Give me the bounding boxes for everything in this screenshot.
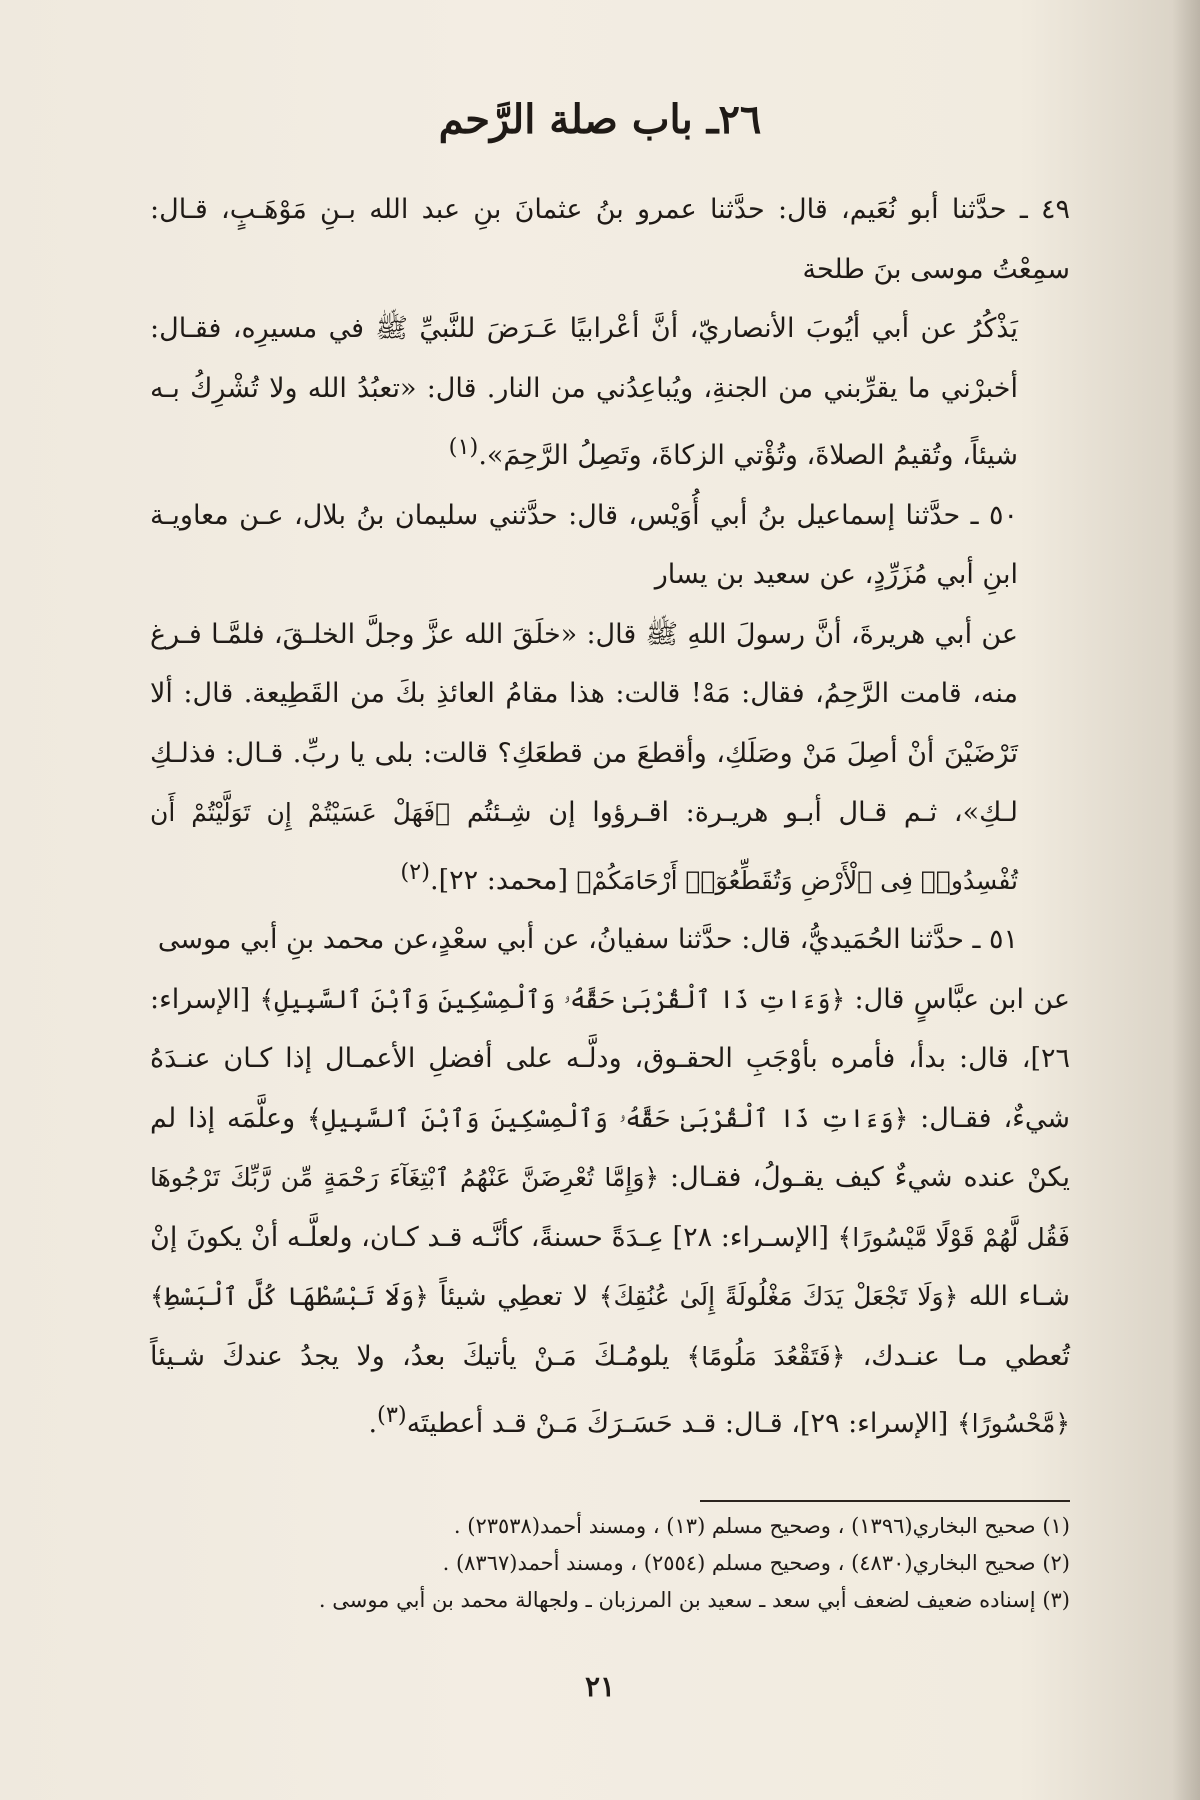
- footnote-divider: [700, 1500, 1070, 1502]
- hadith-51-text-5: يلومُـكَ مَـنْ يأتيكَ بعدُ، ولا يجدُ عندكَ شـيئاً: [150, 1340, 670, 1372]
- hadith-51-citation-2: [الإسـراء: ٢٨] عِـدَةً حسنةً، كأنَّـه قـد كـان، ولعلَّـه أنْ يكونَ إنْ شـاء الله: [150, 1221, 1070, 1312]
- footnote-1: (١) صحيح البخاري(١٣٩٦) ، وصحيح مسلم (١٣) ، ومسند أحمد(٢٣٥٣٨) .: [453, 1514, 1070, 1538]
- footnote-ref-2[interactable]: (٢): [400, 858, 431, 885]
- footnote-ref-1[interactable]: (١): [448, 434, 479, 460]
- page-number: ٢١: [584, 1670, 616, 1703]
- quran-verse-isra-26-b: ﴿وَءَاتِ ذَا ٱلْقُرْبَىٰ حَقَّهُۥ وَٱلْمِسْكِينَ وَٱبْنَ ٱلسَّبِيلِ﴾: [307, 1103, 909, 1133]
- hadith-51-citation-3: [الإسراء: ٢٩]، قـال: قـد حَسَـرَكَ مَـنْ قـد أعطيتَه: [406, 1408, 949, 1439]
- hadith-49-matn-text: يَذْكُرُ عن أبي أيُوبَ الأنصاريّ، أنَّ أعْرابيًا عَـرَضَ للنَّبيِّ ﷺ في مسيرِه، فقـال: أخبرْني ما يقرِّبني من الجنةِ، ويُباعِدُني من النار. قال: «تعبُدُ الله ولا تُشْرِكُ بـه شيئاً، وتُقيمُ الصلاةَ، وتُؤْتي الزكاةَ، وتَصِلُ الرَّحِمَ».: [150, 313, 1018, 471]
- hadith-51-text-1: عن ابن عبَّاسٍ قال:: [854, 983, 1070, 1015]
- quran-verse-isra-29-c: ﴿فَتَقْعُدَ مَلُومًا﴾: [686, 1341, 846, 1371]
- hadith-51-citation-1: [الإسراء: ٢٦]، قال: بدأ، فأمره بأوْجَبِ الحقـوق، ودلَّـه على أفضلِ الأعمـال إذا كـان عنـدَهُ شيءٌ، فقـال:: [150, 983, 1071, 1134]
- hadith-51-text-4: تُعطي مـا عنـدك،: [862, 1340, 1070, 1372]
- hadith-50-matn: [150, 605, 1070, 911]
- hadith-51-isnad: ٥١ ـ حدَّثنا الحُمَيديُّ، قال: حدَّثنا سفيانُ، عن أبي سعْدٍ،عن محمد بنِ أبي موسى: [157, 924, 1018, 955]
- footnote-ref-3[interactable]: (٣): [377, 1402, 407, 1428]
- footnote-2: (٢) صحيح البخاري(٤٨٣٠) ، وصحيح مسلم (٢٥٥٤) ، ومسند أحمد(٨٣٦٧) .: [442, 1551, 1070, 1575]
- main-text: [150, 180, 1070, 1454]
- footnotes: [220, 1508, 1070, 1619]
- hadith-49-isnad: ٤٩ ـ حدَّثنا أبو نُعَيم، قال: حدَّثنا عمرو بنُ عثمانَ بنِ عبد الله بـنِ مَوْهَـبٍ، قـال: سمِعْتُ موسى بنَ طلحة: [150, 194, 1070, 285]
- hadith-50-matn-text: عن أبي هريرةَ، أنَّ رسولَ اللهِ ﷺ قال: «خلَقَ الله عزَّ وجلَّ الخلـقَ، فلمَّـا فـرغ منه، قامت الرَّحِمُ، فقال: مَهْ! قالت: هذا مقامُ العائذِ بكَ من القَطِيعة. قال: ألا تَرْضَيْنَ أنْ أصِلَ مَنْ وصَلَكِ، وأقطعَ من قطعَكِ؟ قالت: بلى يا ربِّ. قـال: فذلـكِ لـكِ»، ثـم قـال أبـو هريـرة: اقـرؤوا إن شِـئتُم: [150, 618, 1018, 828]
- hadith-51-matn: عن ابن عبَّاسٍ قال: ﴿وَءَاتِ ذَا ٱلْقُرْبَىٰ حَقَّهُۥ وَٱلْمِسْكِينَ وَٱبْنَ ٱلسَّبِيلِ﴾ [الإسراء: ٢٦]، قال: بدأ، فأمره بأوْجَبِ الحقـوق، ودلَّـه على أفضلِ الأعمـال إذا كـان عنـدَهُ شيءٌ، فقـال: ﴿وَءَاتِ ذَا ٱلْقُرْبَىٰ حَقَّهُۥ وَٱلْمِسْكِينَ وَٱبْنَ ٱلسَّبِيلِ﴾ وعلَّمَه إذا لم يكنْ عنده شيءٌ كيف يقـولُ، فقـال: ﴿وَإِمَّا تُعْرِضَنَّ عَنْهُمُ ٱبْتِغَآءَ رَحْمَةٍ مِّن رَّبِّكَ تَرْجُوهَا فَقُل لَّهُمْ قَوْلًا مَّيْسُورًا﴾ [الإسـراء: ٢٨] عِـدَةً حسنةً، كأنَّـه قـد كـان، ولعلَّـه أنْ يكونَ إنْ شـاء الله ﴿وَلَا تَجْعَلْ يَدَكَ مَغْلُولَةً إِلَىٰ عُنُقِكَ﴾ لا تعطِي شيئاً ﴿وَلَا تَبْسُطْهَا كُلَّ ٱلْبَسْطِ﴾ تُعطي مـا عنـدك، ﴿فَتَقْعُدَ مَلُومًا﴾ يلومُـكَ مَـنْ يأتيكَ بعدُ، ولا يجدُ عندكَ شـيئاً ﴿مَّحْسُورًا﴾ [الإسراء: ٢٩]، قـال: قـد حَسَـرَكَ مَـنْ قـد أعطيتَه$^{(٣)}$.: [150, 983, 1071, 1439]
- quran-verse-isra-28: ﴿وَإِمَّا تُعْرِضَنَّ عَنْهُمُ ٱبْتِغَآءَ رَحْمَةٍ مِّن رَّبِّكَ تَرْجُوهَا فَقُل لَّهُمْ قَوْلًا مَّيْسُورًا﴾: [150, 1163, 1070, 1252]
- quran-verse-isra-29-a: ﴿وَلَا تَجْعَلْ يَدَكَ مَغْلُولَةً إِلَىٰ عُنُقِكَ﴾: [598, 1282, 959, 1311]
- quran-verse-isra-29-b: ﴿وَلَا تَبْسُطْهَا كُلَّ ٱلْبَسْطِ﴾: [150, 1282, 429, 1311]
- quran-verse-muhammad: ﴿فَهَلْ عَسَيْتُمْ إِن تَوَلَّيْتُمْ أَن تُفْسِدُوا۟ فِى ٱلْأَرْضِ وَتُقَطِّعُوٓا۟ أَرْحَامَكُمْ﴾: [150, 798, 1018, 895]
- chapter-title: ٢٦ـ باب صلة الرَّحم: [438, 96, 762, 143]
- hadith-50-citation: [محمد: ٢٢].: [430, 864, 569, 896]
- hadith-49-matn: [150, 299, 1070, 486]
- page-edge-shadow: [1172, 0, 1200, 1800]
- hadith-51-text-3: لا تعطِي شيئاً: [439, 1281, 589, 1312]
- quran-verse-isra-29-d: ﴿مَّحْسُورًا﴾: [956, 1409, 1070, 1438]
- footnote-3: (٣) إسناده ضعيف لضعف أبي سعد ـ سعيد بن المرزبان ـ ولجهالة محمد بن أبي موسى .: [318, 1588, 1070, 1612]
- hadith-51-text-2: وعلَّمَه إذا لم يكنْ عنده شيءٌ كيف يقـولُ، فقـال:: [150, 1102, 1070, 1193]
- quran-verse-isra-26-a: ﴿وَءَاتِ ذَا ٱلْقُرْبَىٰ حَقَّهُۥ وَٱلْمِسْكِينَ وَٱبْنَ ٱلسَّبِيلِ﴾: [259, 984, 846, 1014]
- hadith-50-isnad: ٥٠ ـ حدَّثنا إسماعيل بنُ أبي أُوَيْس، قال: حدَّثني سليمان بنُ بلال، عـن معاويـة ابنِ أبي مُزَرِّدٍ، عن سعيد بن يسار: [150, 499, 1018, 590]
